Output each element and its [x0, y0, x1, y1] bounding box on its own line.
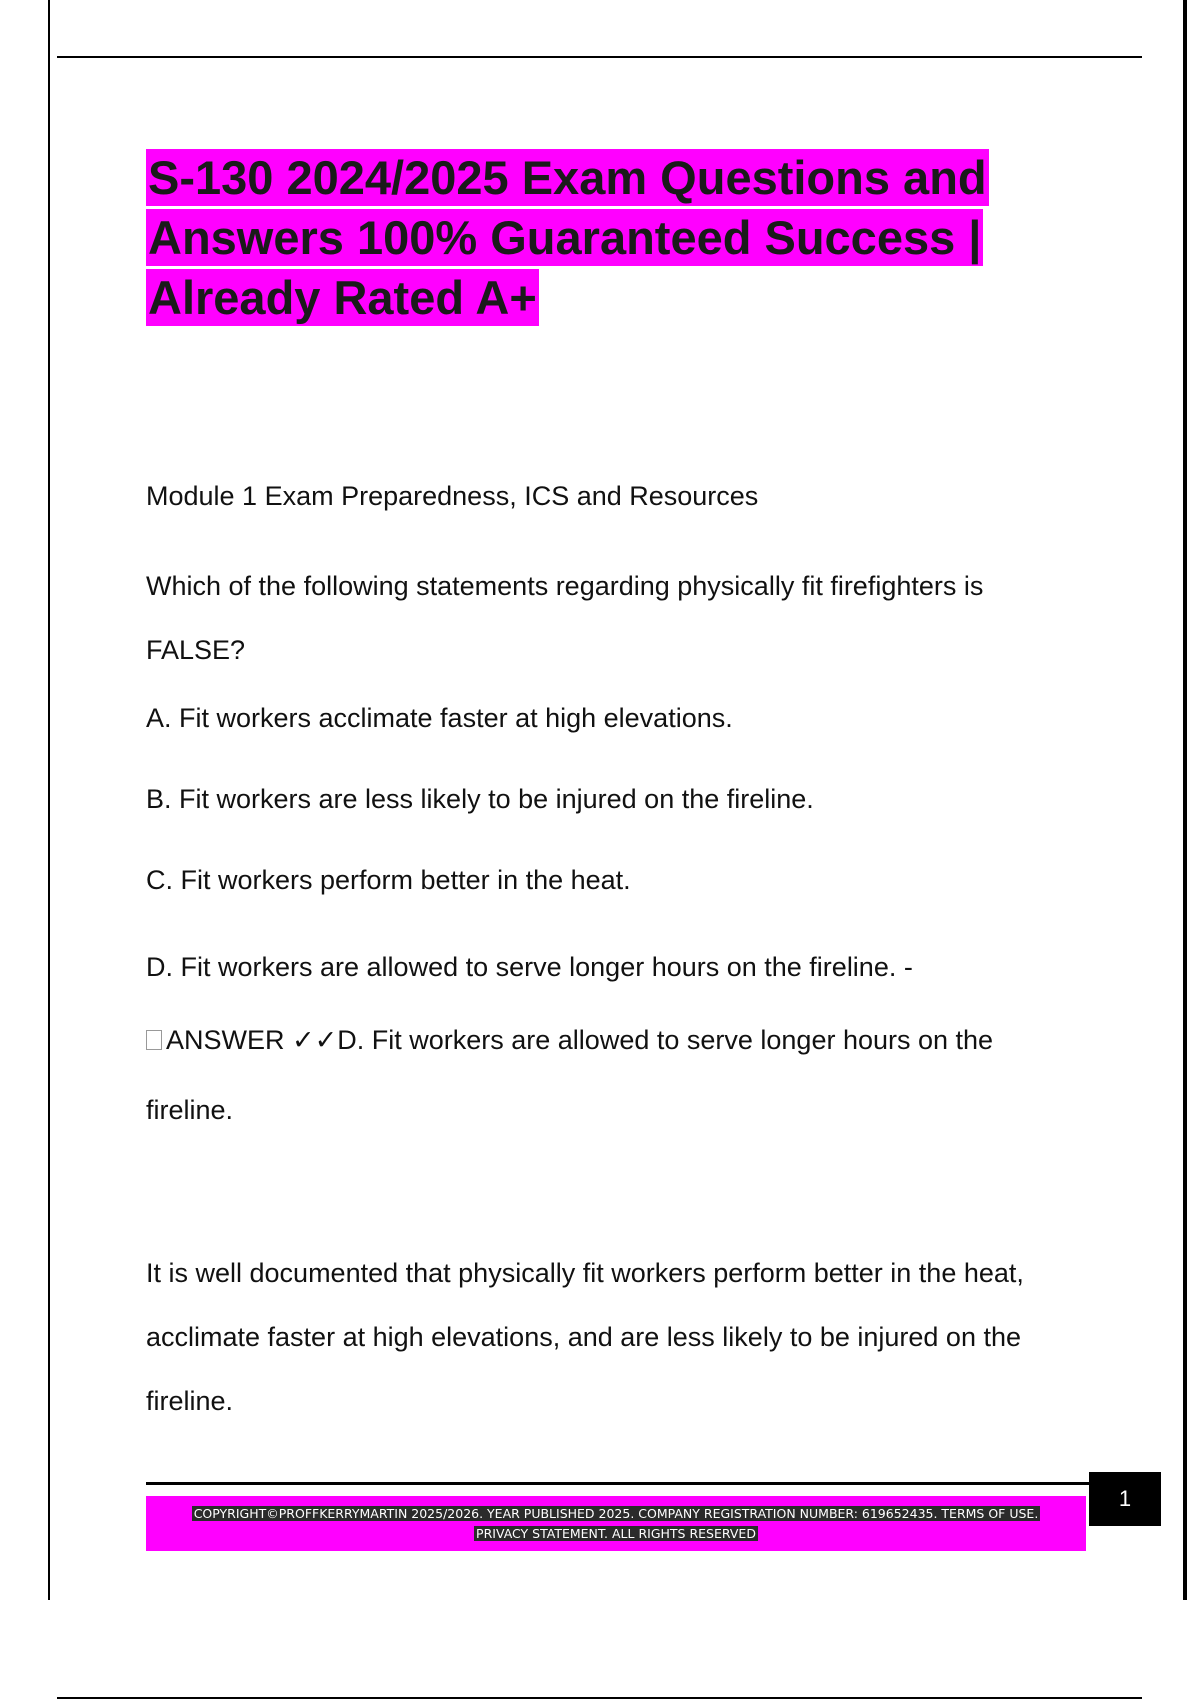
option-c: C. Fit workers perform better in the heat. [146, 865, 631, 895]
header-rule [57, 56, 1142, 58]
footer-rule [146, 1482, 1090, 1485]
answer-block [146, 1005, 1086, 1145]
footer-copyright-text: COPYRIGHT©PROFFKERRYMARTIN 2025/2026. YEAR PUBLISHED 2025. COMPANY REGISTRATION NUMBER: 619652435. TERMS OF USE. PRIVACY STATEMENT. ALL RIGHTS RESERVED [193, 1505, 1039, 1541]
document-body [146, 474, 1086, 1433]
explanation-text: It is well documented that physically fit workers perform better in the heat, acclimate faster at high elevations, and are less likely to be injured on the fireline. [146, 1258, 1024, 1416]
document-title [146, 148, 1026, 328]
footer-band [146, 1496, 1086, 1551]
next-page-rule [57, 1697, 1142, 1699]
question-text: Which of the following statements regarding physically fit firefighters is FALSE? [146, 571, 984, 665]
module-heading: Module 1 Exam Preparedness, ICS and Resources [146, 481, 759, 511]
page-border-right [1183, 0, 1187, 1600]
footer-copyright [166, 1504, 1066, 1544]
answer-text: ANSWER ✓✓D. Fit workers are allowed to serve longer hours on the fireline. [146, 1025, 994, 1125]
page-number: 1 [1089, 1472, 1161, 1526]
option-b: B. Fit workers are less likely to be injured on the fireline. [146, 784, 814, 814]
page-border-left [48, 0, 50, 1600]
option-a: A. Fit workers acclimate faster at high elevations. [146, 703, 733, 733]
document-title-text: S-130 2024/2025 Exam Questions and Answers 100% Guaranteed Success | Already Rated A+ [148, 151, 987, 324]
missing-glyph-box-icon [146, 1030, 162, 1050]
option-d: D. Fit workers are allowed to serve longer hours on the fireline. - [146, 952, 913, 982]
